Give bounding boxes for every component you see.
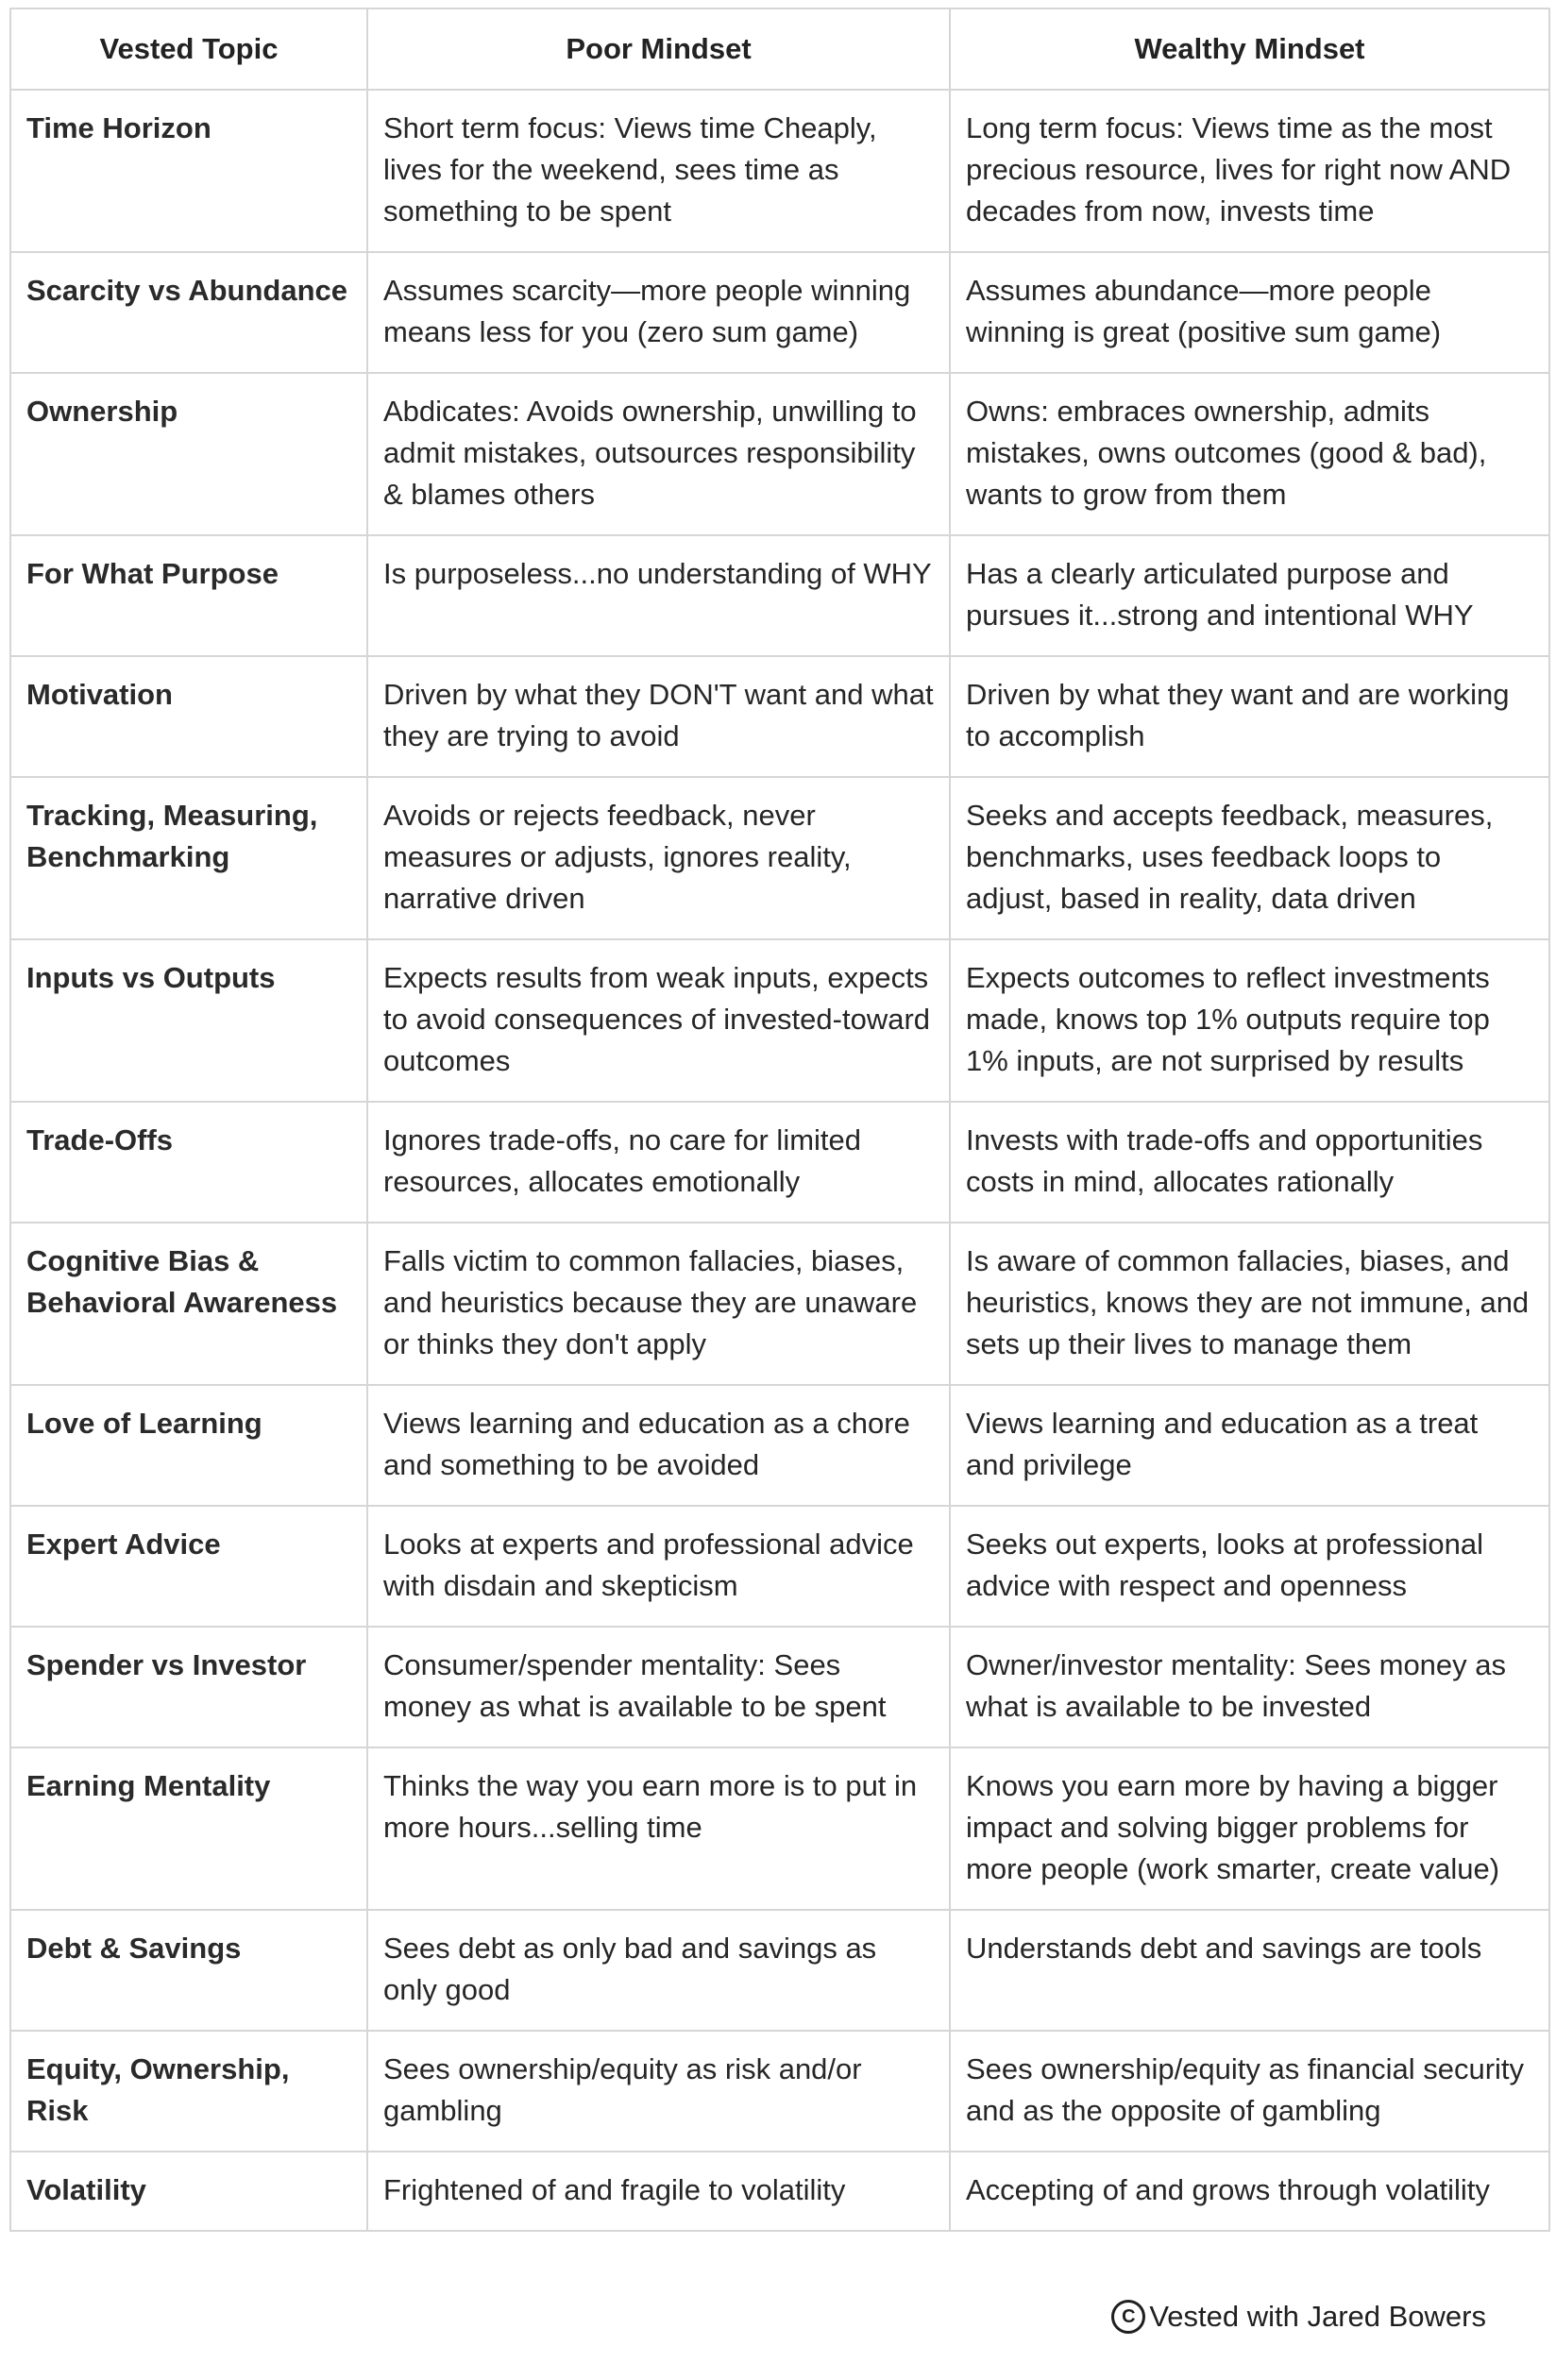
table-row xyxy=(10,656,1549,777)
row-poor-mindset: Avoids or rejects feedback, never measures or adjusts, ignores reality, narrative driven xyxy=(367,777,950,939)
row-wealthy-mindset: Seeks and accepts feedback, measures, benchmarks, uses feedback loops to adjust, based in reality, data driven xyxy=(950,777,1549,939)
footer-credit-text: Vested with Jared Bowers xyxy=(1149,2300,1486,2333)
row-topic: Time Horizon xyxy=(10,90,367,252)
table-header-row xyxy=(10,8,1549,90)
row-topic: Spender vs Investor xyxy=(10,1627,367,1747)
row-wealthy-mindset: Owner/investor mentality: Sees money as what is available to be invested xyxy=(950,1627,1549,1747)
table-row xyxy=(10,2152,1549,2231)
mindset-table-container xyxy=(9,8,1548,2232)
row-poor-mindset: Expects results from weak inputs, expects to avoid consequences of invested-toward outcomes xyxy=(367,939,950,1102)
row-wealthy-mindset: Has a clearly articulated purpose and pursues it...strong and intentional WHY xyxy=(950,535,1549,656)
table-row xyxy=(10,90,1549,252)
row-poor-mindset: Falls victim to common fallacies, biases, and heuristics because they are unaware or thinks they don't apply xyxy=(367,1223,950,1385)
row-topic: Scarcity vs Abundance xyxy=(10,252,367,373)
row-poor-mindset: Thinks the way you earn more is to put in more hours...selling time xyxy=(367,1747,950,1910)
row-poor-mindset: Views learning and education as a chore and something to be avoided xyxy=(367,1385,950,1506)
table-row xyxy=(10,1506,1549,1627)
table-row xyxy=(10,777,1549,939)
row-wealthy-mindset: Driven by what they want and are working to accomplish xyxy=(950,656,1549,777)
table-row xyxy=(10,535,1549,656)
row-poor-mindset: Abdicates: Avoids ownership, unwilling to admit mistakes, outsources responsibility & blames others xyxy=(367,373,950,535)
row-wealthy-mindset: Invests with trade-offs and opportunities costs in mind, allocates rationally xyxy=(950,1102,1549,1223)
row-poor-mindset: Driven by what they DON'T want and what they are trying to avoid xyxy=(367,656,950,777)
row-wealthy-mindset: Views learning and education as a treat and privilege xyxy=(950,1385,1549,1506)
row-poor-mindset: Sees ownership/equity as risk and/or gambling xyxy=(367,2031,950,2152)
row-wealthy-mindset: Understands debt and savings are tools xyxy=(950,1910,1549,2031)
table-row xyxy=(10,373,1549,535)
row-poor-mindset: Looks at experts and professional advice with disdain and skepticism xyxy=(367,1506,950,1627)
row-wealthy-mindset: Owns: embraces ownership, admits mistakes, owns outcomes (good & bad), wants to grow from them xyxy=(950,373,1549,535)
row-topic: Tracking, Measuring, Benchmarking xyxy=(10,777,367,939)
table-row xyxy=(10,939,1549,1102)
row-wealthy-mindset: Sees ownership/equity as financial security and as the opposite of gambling xyxy=(950,2031,1549,2152)
table-row xyxy=(10,1910,1549,2031)
row-topic: Cognitive Bias & Behavioral Awareness xyxy=(10,1223,367,1385)
table-row xyxy=(10,1223,1549,1385)
row-poor-mindset: Consumer/spender mentality: Sees money as what is available to be spent xyxy=(367,1627,950,1747)
row-wealthy-mindset: Expects outcomes to reflect investments made, knows top 1% outputs require top 1% inputs, are not surprised by results xyxy=(950,939,1549,1102)
table-row xyxy=(10,252,1549,373)
table-row xyxy=(10,1627,1549,1747)
table-row xyxy=(10,2031,1549,2152)
table-row xyxy=(10,1747,1549,1910)
row-wealthy-mindset: Seeks out experts, looks at professional advice with respect and openness xyxy=(950,1506,1549,1627)
row-wealthy-mindset: Long term focus: Views time as the most precious resource, lives for right now AND decades from now, invests time xyxy=(950,90,1549,252)
row-poor-mindset: Ignores trade-offs, no care for limited resources, allocates emotionally xyxy=(367,1102,950,1223)
row-topic: Love of Learning xyxy=(10,1385,367,1506)
copyright-icon: C xyxy=(1111,2300,1145,2334)
row-wealthy-mindset: Accepting of and grows through volatility xyxy=(950,2152,1549,2231)
row-poor-mindset: Frightened of and fragile to volatility xyxy=(367,2152,950,2231)
header-wealthy-mindset: Wealthy Mindset xyxy=(950,8,1549,90)
row-topic: Motivation xyxy=(10,656,367,777)
row-poor-mindset: Short term focus: Views time Cheaply, lives for the weekend, sees time as something to be spent xyxy=(367,90,950,252)
row-topic: Inputs vs Outputs xyxy=(10,939,367,1102)
row-topic: Equity, Ownership, Risk xyxy=(10,2031,367,2152)
row-topic: For What Purpose xyxy=(10,535,367,656)
row-topic: Volatility xyxy=(10,2152,367,2231)
row-wealthy-mindset: Knows you earn more by having a bigger impact and solving bigger problems for more people (work smarter, create value) xyxy=(950,1747,1549,1910)
header-vested-topic: Vested Topic xyxy=(10,8,367,90)
row-topic: Ownership xyxy=(10,373,367,535)
row-wealthy-mindset: Assumes abundance—more people winning is great (positive sum game) xyxy=(950,252,1549,373)
row-poor-mindset: Sees debt as only bad and savings as only good xyxy=(367,1910,950,2031)
row-poor-mindset: Is purposeless...no understanding of WHY xyxy=(367,535,950,656)
footer-credit xyxy=(1111,2300,1486,2334)
row-topic: Expert Advice xyxy=(10,1506,367,1627)
table-row xyxy=(10,1385,1549,1506)
mindset-comparison-table xyxy=(9,8,1550,2232)
row-topic: Debt & Savings xyxy=(10,1910,367,2031)
row-poor-mindset: Assumes scarcity—more people winning means less for you (zero sum game) xyxy=(367,252,950,373)
row-topic: Trade-Offs xyxy=(10,1102,367,1223)
header-poor-mindset: Poor Mindset xyxy=(367,8,950,90)
row-wealthy-mindset: Is aware of common fallacies, biases, and heuristics, knows they are not immune, and sets up their lives to manage them xyxy=(950,1223,1549,1385)
table-row xyxy=(10,1102,1549,1223)
row-topic: Earning Mentality xyxy=(10,1747,367,1910)
